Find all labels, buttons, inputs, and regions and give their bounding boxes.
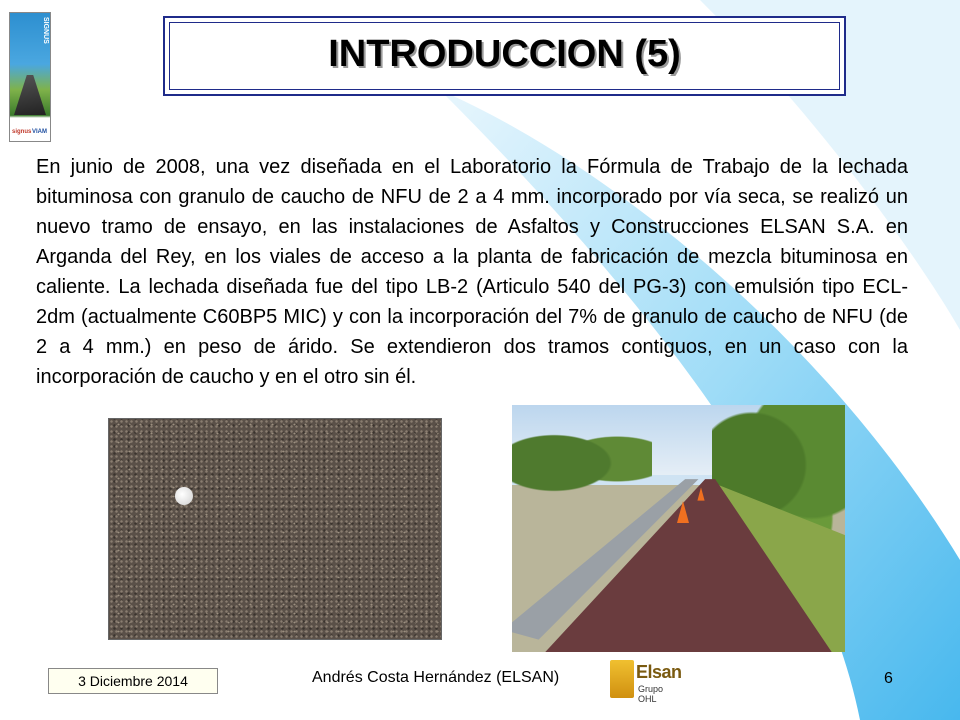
footer-author: Andrés Costa Hernández (ELSAN)	[312, 669, 560, 686]
cover-vertical-text: SIGNUS	[42, 17, 49, 44]
elsan-logo-mark-icon	[610, 660, 634, 698]
road-test-section-photo	[512, 405, 845, 652]
title-box	[163, 16, 846, 96]
asphalt-texture-photo	[108, 418, 442, 640]
cover-road-graphic	[14, 75, 46, 115]
cover-brand-left: signus	[12, 129, 32, 135]
traffic-cone-icon	[677, 501, 689, 523]
cover-brand-right: VIAM	[32, 129, 47, 135]
photo-trees-left	[512, 415, 652, 495]
page-title: INTRODUCCION (5)	[328, 33, 681, 75]
page-number: 6	[884, 670, 893, 687]
logo-subtitle: Grupo OHL	[638, 684, 664, 704]
traffic-cone-icon	[697, 487, 704, 500]
cover-thumbnail	[9, 12, 51, 142]
coin-scale-reference	[175, 487, 193, 505]
body-paragraph: En junio de 2008, una vez diseñada en el Laboratorio la Fórmula de Trabajo de la lechada bituminosa con granulo de caucho de NFU de 2 a 4 mm. incorporado por vía seca, se realizó un nuevo tramo de ensayo, en las instalaciones de Asfaltos y Construcciones ELSAN S.A. en Arganda del Rey, en los viales de acceso a la planta de fabricación de mezcla bituminosa en caliente. La lechada diseñada fue del tipo LB-2 (Articulo 540 del PG-3) con emulsión tipo ECL-2dm (actualmente C60BP5 MIC) y con la incorporación del 7% de granulo de caucho de NFU (de 2 a 4 mm.) en peso de árido. Se extendieron dos tramos contiguos, en un caso con la incorporación de caucho y en el otro sin él.	[36, 156, 908, 388]
elsan-logo	[610, 660, 682, 704]
logo-word: Elsan	[636, 662, 682, 682]
footer-date: 3 Diciembre 2014	[48, 668, 218, 694]
